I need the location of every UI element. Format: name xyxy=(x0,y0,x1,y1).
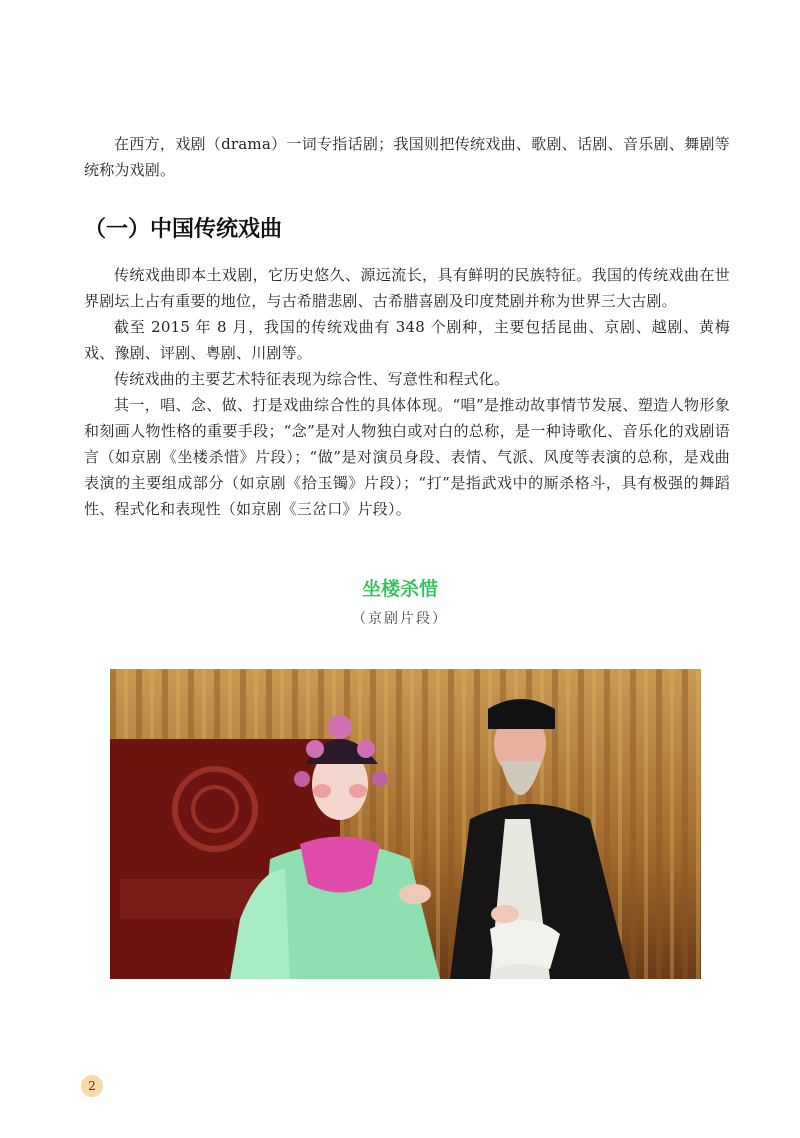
figure-title: 坐楼杀惜 xyxy=(361,578,438,600)
page-number-badge xyxy=(81,1075,103,1097)
paragraph-2: 截至 2015 年 8 月，我国的传统戏曲有 348 个剧种，主要包括昆曲、京剧、越剧、黄梅戏、豫剧、评剧、粤剧、川剧等。 xyxy=(84,318,730,362)
paragraph-3: 传统戏曲的主要艺术特征表现为综合性、写意性和程式化。 xyxy=(114,370,510,388)
paragraph-4: 其一，唱、念、做、打是戏曲综合性的具体体现。“唱”是推动故事情节发展、塑造人物形象和刻画人物性格的重要手段；“念”是对人物独白或对白的总称，是一种诗歌化、音乐化的戏剧语言（如京剧《坐楼杀惜》片段）；“做”是对演员身段、表情、气派、风度等表演的总称，是戏曲表演的主要组成部分（如京剧《拾玉镯》片段）；“打”是指武戏中的厮杀格斗，具有极强的舞蹈性、程式化和表现性（如京剧《三岔口》片段）。 xyxy=(84,396,730,518)
figure-subtitle: （京剧片段） xyxy=(352,611,448,627)
paragraph-1: 传统戏曲即本土戏剧，它历史悠久、源远流长，具有鲜明的民族特征。我国的传统戏曲在世界剧坛上占有重要的地位，与古希腊悲剧、古希腊喜剧及印度梵剧并称为世界三大古剧。 xyxy=(84,266,730,310)
section-body xyxy=(84,262,730,522)
intro-paragraph: 在西方，戏剧（drama）一词专指话剧；我国则把传统戏曲、歌剧、话剧、音乐剧、舞剧等统称为戏剧。 xyxy=(84,135,730,179)
opera-photo-illustration xyxy=(110,669,701,979)
page-number: 2 xyxy=(88,1079,96,1093)
intro-block xyxy=(84,131,730,183)
section-heading: （一）中国传统戏曲 xyxy=(84,217,283,242)
opera-photo xyxy=(110,669,701,979)
